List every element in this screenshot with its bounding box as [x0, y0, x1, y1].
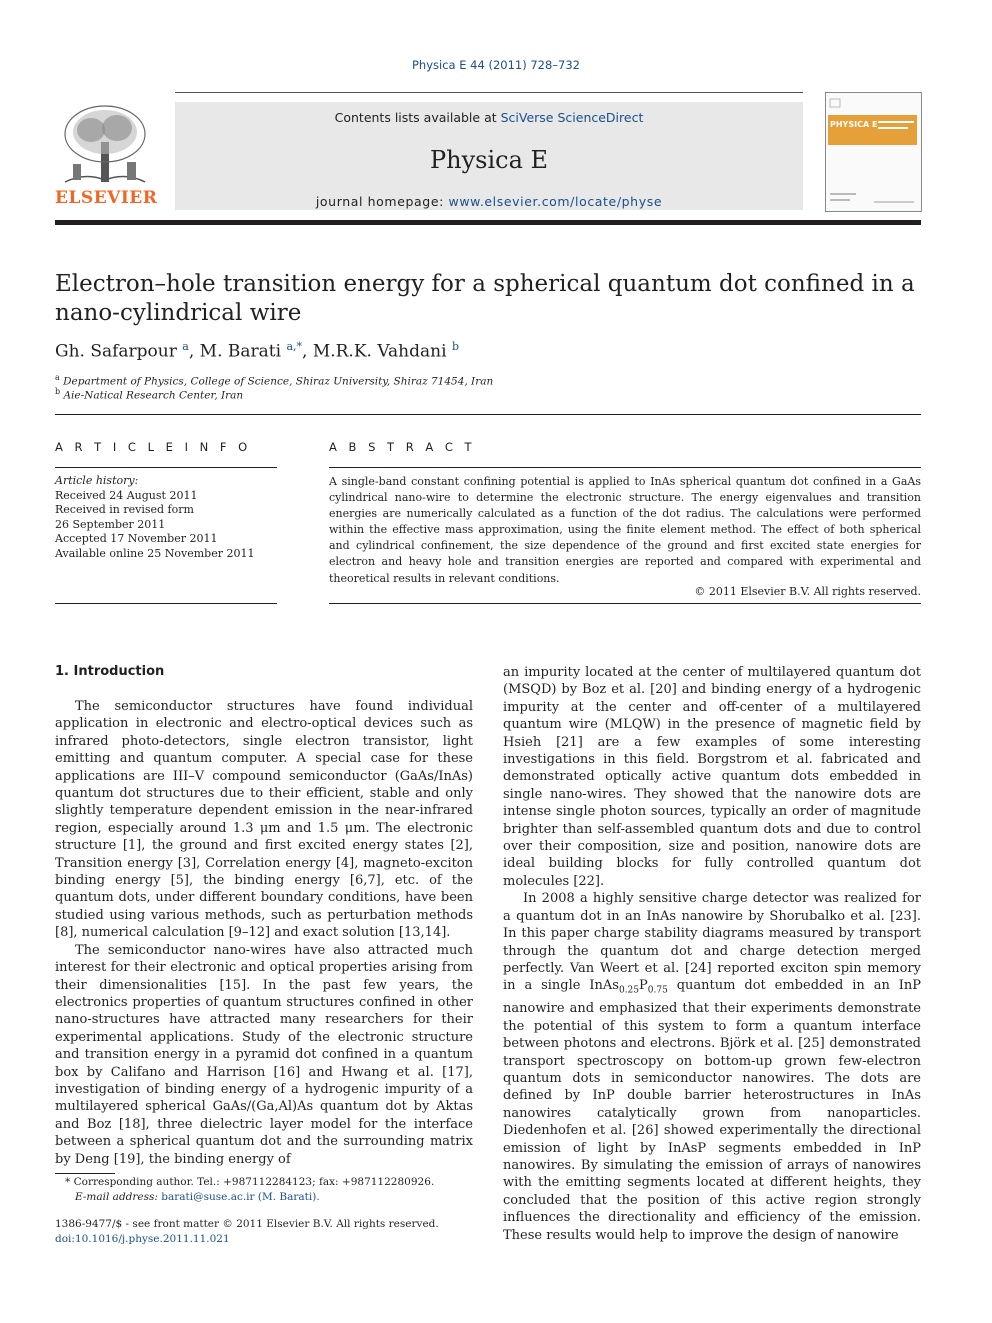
- contents-prefix: Contents lists available at: [334, 110, 501, 125]
- affiliation-divider: [55, 414, 921, 415]
- issn-line: 1386-9477/$ - see front matter © 2011 Elsevier B.V. All rights reserved.: [55, 1218, 439, 1230]
- elsevier-tree-icon: [55, 102, 155, 190]
- body-column-left: [55, 698, 473, 1168]
- paragraph-text: P: [639, 978, 648, 994]
- article-info-heading: A R T I C L E I N F O: [55, 440, 252, 454]
- cover-decoration-icon: [826, 93, 921, 211]
- author-name[interactable]: M. Barati: [199, 341, 282, 362]
- affiliation: [55, 387, 921, 402]
- homepage-prefix: journal homepage:: [315, 194, 449, 209]
- history-line: Available online 25 November 2011: [55, 546, 255, 560]
- email-link[interactable]: barati@suse.ac.ir (M. Barati).: [157, 1190, 320, 1203]
- body-paragraph: an impurity located at the center of multilayered quantum dot (MSQD) by Boz et al. [20] and binding energy of a hydrogenic impurity at the center and off-center of a multilayered quantum wire (MLQW) in the presence of magnetic field by Hsieh [21] are a few examples of some interesting investigations in this field. Borgstrom et al. fabricated and demonstrated optically active quantum dots embedded in single nano-wires. They showed that the nanowire dots are intense single photon sources, typically an order of magnitude brighter than self-assembled quantum dots and due to control over their composition, size and position, nanowire dots are ideal building blocks for fully controlled quantum dot molecules [22].: [503, 665, 921, 889]
- journal-banner: [175, 102, 803, 210]
- abstract-copyright: © 2011 Elsevier B.V. All rights reserved.: [694, 585, 921, 598]
- body-paragraph: The semiconductor nano-wires have also attracted much interest for their electronic and optical properties arising from their dimensionalities [15]. In the past few years, the electronics properties of quantum structures confined in other nano-structures have attracted many researchers for their experimental applications. Study of the electronic structure and transition energy in a pyramid dot confined in a quantum box by Califano and Harrison [16] and Hwang et al. [17], investigation of binding energy of a hydrogenic impurity of a multilayered spherical GaAs/(Ga,Al)As quantum dot by Aktas and Boz [18], three dielectric layer model for the interface between a spherical quantum dot and the surrounding matrix by Deng [19], the binding energy of: [55, 942, 473, 1167]
- subscript: 0.25: [618, 985, 640, 996]
- email-note: [55, 1190, 473, 1205]
- paragraph-text: In 2008 a highly sensitive charge detector was realized for a quantum dot in an InAs nanowire by Shorubalko et al. [23]. In this paper charge stability diagrams measured by transport through the quantum dot and charge detection merged perfectly. Van Weert et al. [24] reported exciton spin memory in a single InAs: [503, 891, 921, 994]
- footnote-rule: [55, 1173, 115, 1174]
- history-line: Received in revised form: [55, 503, 194, 517]
- author-affiliation-mark[interactable]: a: [182, 340, 189, 353]
- affiliation-text: Aie-Natical Research Center, Iran: [63, 389, 244, 402]
- body-paragraph: [503, 890, 921, 1244]
- homepage-line: [175, 194, 803, 209]
- homepage-link[interactable]: www.elsevier.com/locate/physe: [448, 194, 663, 209]
- doi-link[interactable]: doi:10.1016/j.physe.2011.11.021: [55, 1232, 230, 1245]
- article-history: [55, 474, 277, 562]
- elsevier-logo-text: ELSEVIER: [55, 188, 158, 208]
- elsevier-logo: [55, 102, 158, 210]
- affiliation-mark: a: [55, 373, 60, 382]
- article-title: Electron–hole transition energy for a spherical quantum dot confined in a nano-cylindrical wire: [55, 271, 915, 326]
- abstract-bottom-rule: [329, 603, 921, 604]
- article-info-rule: [55, 467, 277, 468]
- affiliation-text: Department of Physics, College of Science, Shiraz University, Shiraz 71454, Iran: [63, 375, 494, 388]
- author-name[interactable]: M.R.K. Vahdani: [312, 341, 447, 362]
- corresponding-author-note: * Corresponding author. Tel.: +987112284123; fax: +987112280926.: [65, 1176, 435, 1188]
- history-line: Accepted 17 November 2011: [55, 532, 218, 546]
- history-label: Article history:: [55, 474, 139, 487]
- article-info-bottom-rule: [55, 603, 277, 604]
- author-affiliation-mark[interactable]: a,*: [286, 340, 302, 353]
- masthead-top-rule: [175, 92, 803, 93]
- author-affiliation-mark[interactable]: b: [451, 340, 459, 353]
- paragraph-text: quantum dot embedded in an InP nanowire and emphasized that their experiments demonstrate the potential of this system to form a quantum interface between photons and electrons. Björk et al. [25] demonstrated transport spectroscopy on bottom-up grown few-electron quantum dots in semiconductor nanowires. The dots are defined by InP double barrier heterostructures in InAs nanowires catalytically grown from nanoparticles. Diedenhofen et al. [26] showed experimentally the directional emission of light by InAsP segments embedded in InP nanowires. By simulating the emission of arrays of nanowires with the emitting segments located at different heights, they concluded that the position of this active region strongly influences the directionality and efficiency of the emission. These results would help to improve the design of nanowire: [503, 978, 921, 1243]
- masthead: [55, 92, 921, 212]
- email-label: E-mail address:: [75, 1190, 158, 1203]
- body-column-right: [503, 664, 921, 1244]
- contents-line: [175, 110, 803, 125]
- journal-name: Physica E: [429, 146, 549, 174]
- author-list: Gh. Safarpour $^a$, M. Barati $^{a,*}$, M.R.K. Vahdani $^b$: [55, 340, 459, 362]
- section-title: 1. Introduction: [55, 664, 165, 679]
- subscript: 0.75: [647, 985, 668, 996]
- cover-title: PHYSICA E: [830, 120, 878, 129]
- affiliation: [55, 373, 921, 388]
- history-line: Received 24 August 2011: [55, 488, 198, 502]
- history-line: 26 September 2011: [55, 517, 166, 531]
- author-name[interactable]: Gh. Safarpour: [55, 341, 177, 362]
- sciencedirect-link[interactable]: SciVerse ScienceDirect: [500, 110, 644, 125]
- abstract-rule: [329, 467, 921, 468]
- journal-reference[interactable]: Physica E 44 (2011) 728–732: [412, 58, 580, 72]
- header-divider: [55, 220, 921, 225]
- affiliation-mark: b: [55, 387, 61, 396]
- abstract-heading: A B S T R A C T: [329, 440, 476, 454]
- journal-cover-thumbnail[interactable]: [825, 92, 922, 212]
- issn-block: [55, 1217, 473, 1246]
- abstract-text: A single-band constant confining potential is applied to InAs spherical quantum dot confined in a GaAs cylindrical nano-wire to determine the electronic structure. The energy eigenvalues and transition energies are numerically calculated as a function of the dot radius. The calculations were performed within the effective mass approximation, using the finite element method. The effect of both spherical and cylindrical confinement, the size dependence of the ground and first excited state energies for electron and heavy hole and transition energies are reported and compared with experimental and theoretical results in relevant conditions.: [329, 475, 921, 585]
- footnote: [55, 1175, 473, 1204]
- body-paragraph: The semiconductor structures have found individual application in electronic and electro-optical devices such as infrared photo-detectors, single electron transistor, light emitting and quantum computer. A special case for these applications are III–V compound semiconductor (GaAs/InAs) quantum dot structures due to their efficient, stable and only slightly temperature dependent emission in the near-infrared region, especially around 1.3 μm and 1.5 μm. The electronic structure [1], the ground and first excited energy states [2], Transition energy [3], Correlation energy [4], magneto-exciton binding energy [5], the binding energy [6,7], etc. of the quantum dots, under different boundary conditions, have been studied using various methods, such as perturbation methods [8], numerical calculation [9–12] and exact solution [13,14].: [55, 699, 473, 941]
